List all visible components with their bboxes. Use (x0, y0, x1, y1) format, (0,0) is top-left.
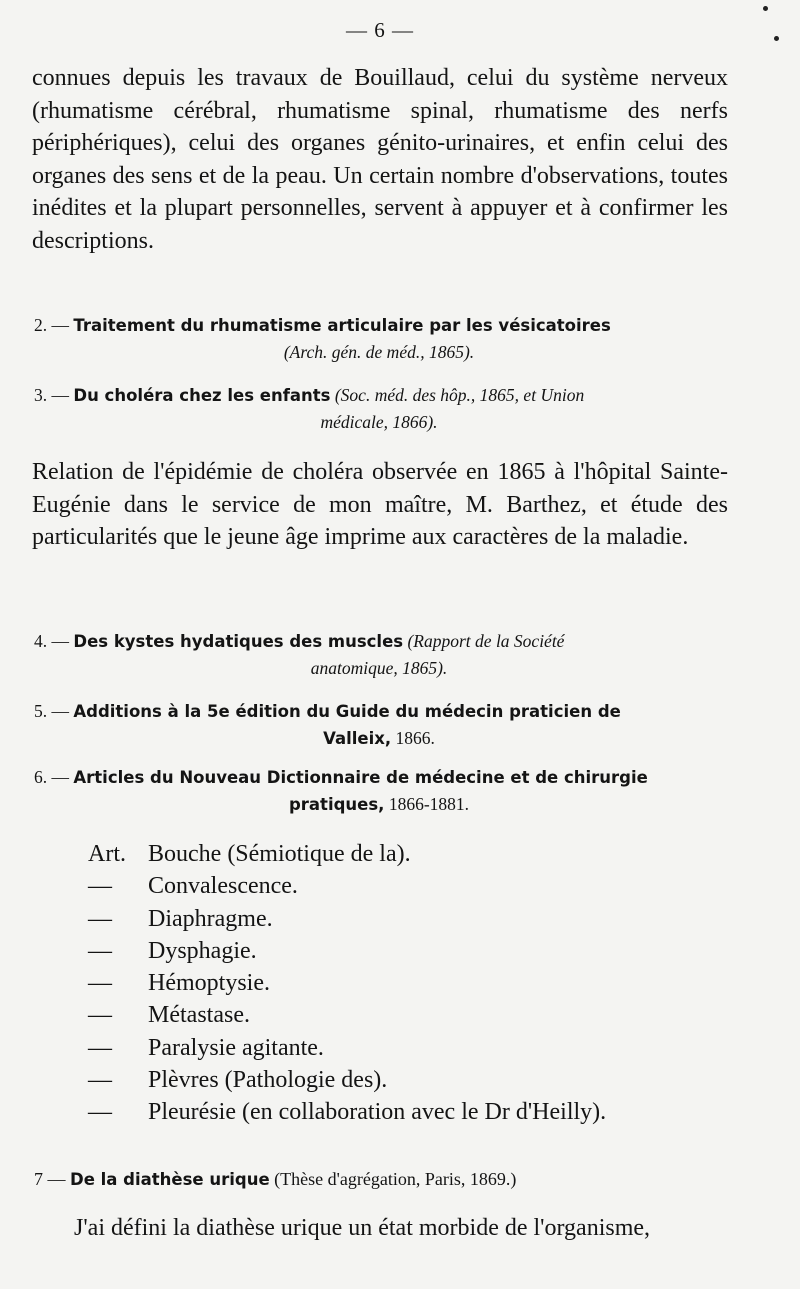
entry-number: 2. — (34, 315, 69, 335)
list-item: — Diaphragme. (88, 905, 273, 932)
list-item: — Pleurésie (en collaboration avec le Dr d'Heilly). (88, 1099, 607, 1126)
entry-year: 1866. (395, 728, 435, 748)
entry-title-cont: Valleix, (323, 729, 392, 748)
entry-year: 1866-1881. (388, 794, 470, 814)
entry-title: Du choléra chez les enfants (73, 386, 331, 405)
paragraph-urique: J'ai défini la diathèse urique un état morbide de l'organisme, (74, 1215, 651, 1241)
entry-source: (Arch. gén. de méd., 1865). (283, 342, 475, 362)
list-item: — Plèvres (Pathologie des). (88, 1067, 388, 1094)
entry-number: 4. — (34, 631, 69, 651)
paragraph-cholera: Relation de l'épidémie de choléra observée en 1865 à l'hôpital Sainte-Eugénie dans le service de mon maître, M. Barthez, et étude des particularités que le jeune âge imprime aux caractères de la maladie. (32, 459, 728, 550)
entry-title: Des kystes hydatiques des muscles (73, 632, 404, 651)
ink-spot (763, 6, 768, 11)
entry-title-cont: pratiques, (288, 795, 385, 814)
bibliography-entry-6 (34, 764, 724, 818)
ink-spot (774, 36, 779, 41)
articles-list (88, 838, 606, 1129)
list-item: — Convalescence. (88, 873, 298, 900)
entry-number: 5. — (34, 701, 69, 721)
entry-title: Traitement du rhumatisme articulaire par les vésicatoires (73, 316, 611, 335)
entry-source: (Soc. méd. des hôp., 1865, et Union (334, 385, 585, 405)
entry-title: Additions à la 5e édition du Guide du médecin praticien de (73, 702, 621, 721)
entry-number: 7 — (34, 1169, 66, 1189)
entry-title: De la diathèse urique (70, 1170, 270, 1189)
bibliography-entry-2 (34, 312, 724, 366)
page-number: — 6 — (346, 18, 414, 42)
list-item: — Dysphagie. (88, 937, 257, 964)
list-item: — Métastase. (88, 1002, 250, 1029)
bibliography-entry-5 (34, 698, 724, 752)
entry-source: (Rapport de la Société (407, 631, 565, 651)
entry-title: Articles du Nouveau Dictionnaire de médecine et de chirurgie (73, 768, 648, 787)
entry-number: 3. — (34, 385, 69, 405)
paragraph-intro: connues depuis les travaux de Bouillaud, celui du système nerveux (rhumatisme cérébral, rhumatisme spinal, rhumatisme des nerfs périphériques), celui des organes génito-urinaires, et enfin celui des organes des sens et de la peau. Un certain nombre d'observations, toutes inédites et la plupart personnelles, servent à appuyer et à confirmer les descriptions. (32, 65, 728, 254)
list-item: — Hémoptysie. (88, 970, 270, 997)
bibliography-entry-4 (34, 628, 724, 682)
list-item: — Paralysie agitante. (88, 1034, 324, 1061)
entry-source-cont: anatomique, 1865). (310, 658, 448, 678)
entry-source: (Thèse d'agrégation, Paris, 1869.) (274, 1169, 517, 1189)
bibliography-entry-7 (34, 1166, 724, 1193)
bibliography-entry-3 (34, 382, 724, 436)
list-item: Art. Bouche (Sémiotique de la). (88, 841, 411, 867)
entry-number: 6. — (34, 767, 69, 787)
entry-source-cont: médicale, 1866). (320, 412, 438, 432)
